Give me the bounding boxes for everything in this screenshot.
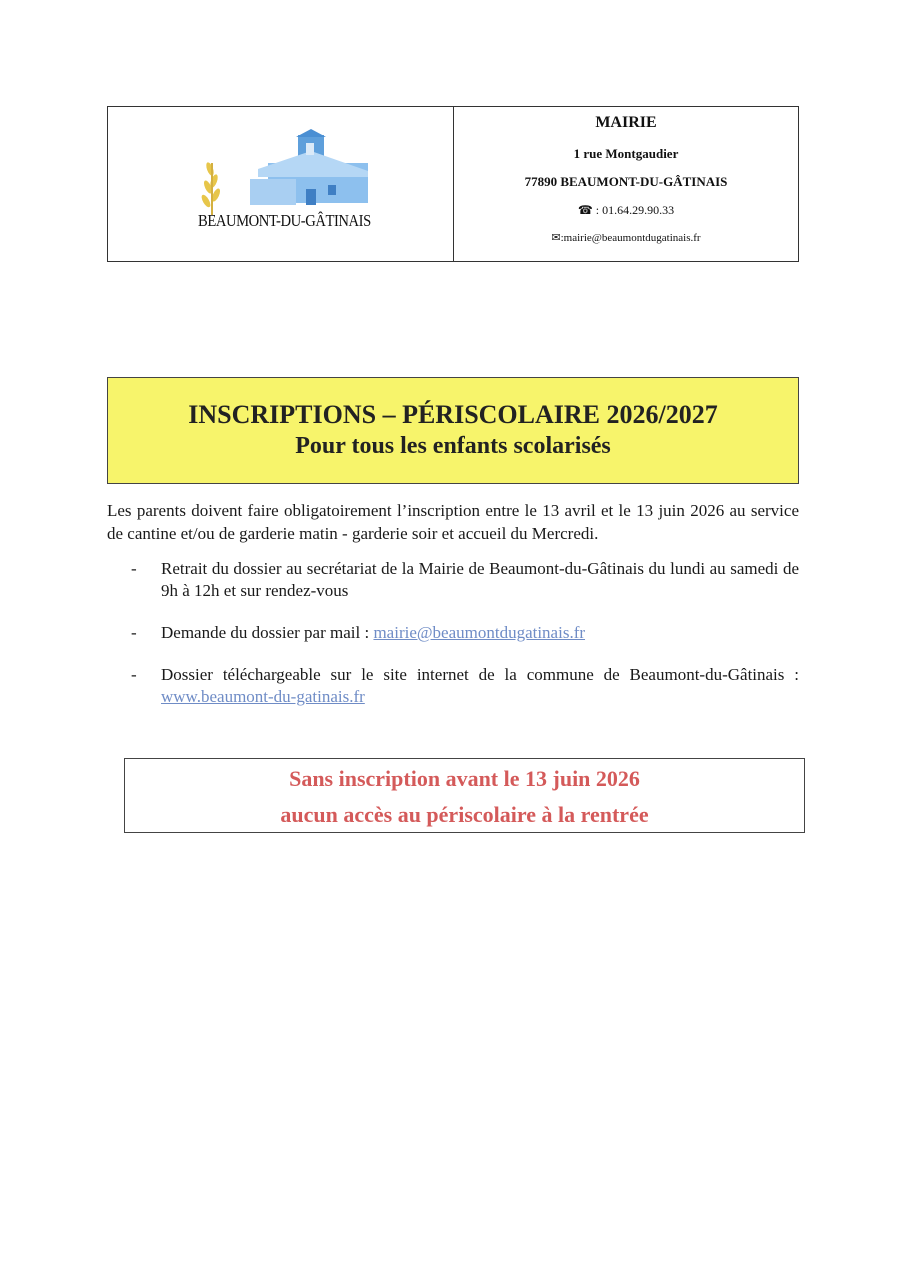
warning-line-2: aucun accès au périscolaire à la rentrée <box>280 802 649 827</box>
logo-cell <box>108 107 454 261</box>
intro-paragraph: Les parents doivent faire obligatoirement l’inscription entre le 13 avril et le 13 juin 2026 au service de cantine et/ou de garderie matin - garderie soir et accueil du Mercredi. <box>107 501 799 543</box>
item-text: Demande du dossier par mail : <box>161 623 374 642</box>
item-text: Retrait du dossier au secrétariat de la Mairie de Beaumont-du-Gâtinais du lundi au samedi de 9h à 12h et sur rendez-vous <box>161 559 799 600</box>
banner-subtitle: Pour tous les enfants scolarisés <box>295 433 611 459</box>
contact-info <box>454 107 798 261</box>
title-banner <box>107 377 799 484</box>
email-link[interactable]: mairie@beaumontdugatinais.fr <box>373 623 586 642</box>
bullet-dash: - <box>131 623 137 642</box>
mairie-title: MAIRIE <box>595 114 657 131</box>
banner-title: INSCRIPTIONS – PÉRISCOLAIRE 2026/2027 <box>188 400 718 429</box>
phone-icon: ☎ <box>577 203 593 217</box>
item-text: Dossier téléchargeable sur le site internet de la commune de Beaumont-du-Gâtinais : <box>161 665 799 684</box>
instructions-list <box>107 558 799 728</box>
bullet-dash: - <box>131 665 137 684</box>
envelope-icon: ✉ <box>551 232 561 244</box>
list-item <box>107 664 799 708</box>
letterhead <box>107 106 799 262</box>
phone-number: : 01.64.29.90.33 <box>592 203 675 217</box>
email-line <box>454 224 798 252</box>
church-logo-icon <box>188 129 378 219</box>
logo-text: BEAUMONT-DU-GÂTINAIS <box>198 211 371 230</box>
website-link[interactable]: www.beaumont-du-gatinais.fr <box>161 687 365 706</box>
warning-line-1: Sans inscription avant le 13 juin 2026 <box>289 766 640 791</box>
warning-box <box>124 758 805 833</box>
list-item <box>107 558 799 602</box>
list-item <box>107 622 799 644</box>
address-street: 1 rue Montgaudier <box>573 146 679 161</box>
phone-line <box>454 196 798 224</box>
email-address: :mairie@beaumontdugatinais.fr <box>560 232 701 244</box>
address-city: 77890 BEAUMONT-DU-GÂTINAIS <box>524 174 728 189</box>
bullet-dash: - <box>131 559 137 578</box>
